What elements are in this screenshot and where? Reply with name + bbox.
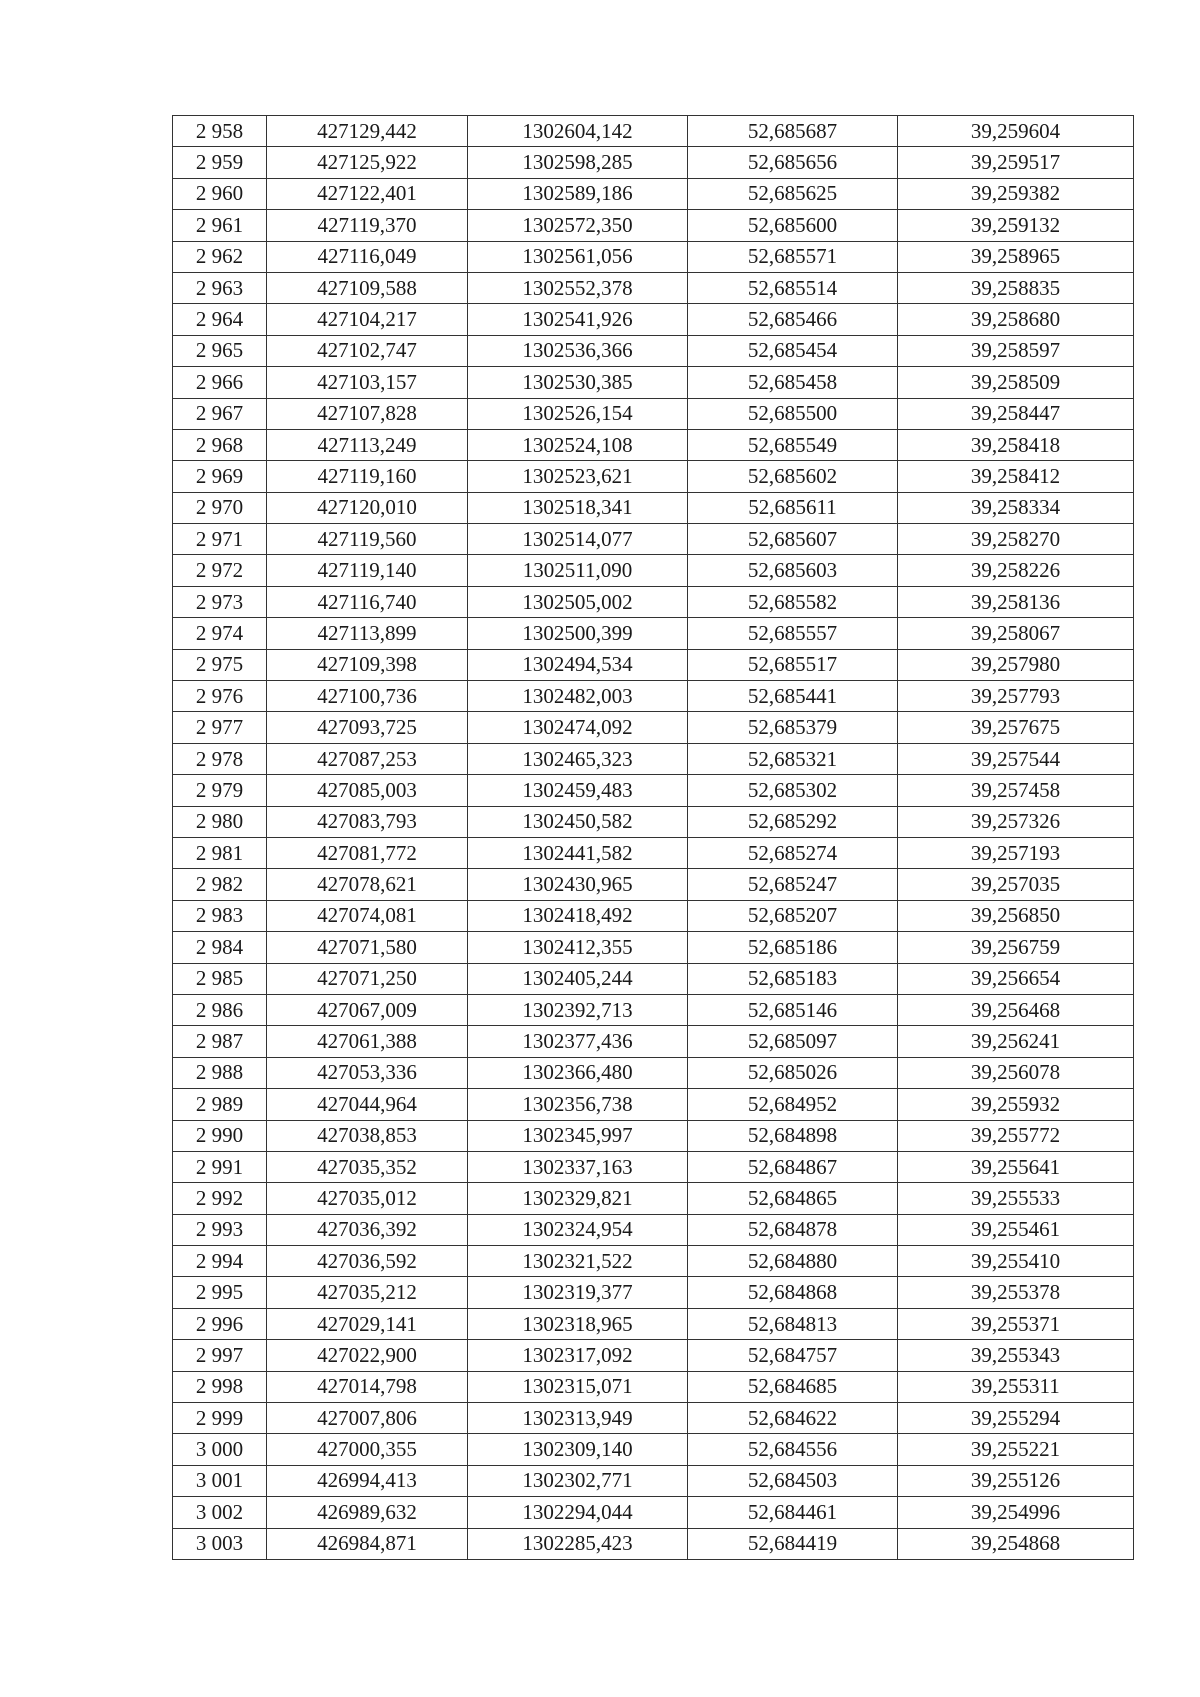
latitude-cell: 52,685026 — [688, 1057, 898, 1088]
table-row — [173, 1246, 1134, 1277]
table-row — [173, 524, 1134, 555]
table-row — [173, 367, 1134, 398]
longitude-cell: 39,258412 — [898, 461, 1134, 492]
latitude-cell: 52,685454 — [688, 335, 898, 366]
latitude-cell: 52,684878 — [688, 1214, 898, 1245]
table-row — [173, 1465, 1134, 1496]
latitude-cell: 52,685607 — [688, 524, 898, 555]
latitude-cell: 52,685687 — [688, 116, 898, 147]
point-number-cell: 2 987 — [173, 1026, 267, 1057]
y-coordinate-cell: 1302418,492 — [468, 900, 688, 931]
x-coordinate-cell: 427103,157 — [267, 367, 468, 398]
longitude-cell: 39,254868 — [898, 1528, 1134, 1559]
point-number-cell: 2 967 — [173, 398, 267, 429]
point-number-cell: 2 999 — [173, 1403, 267, 1434]
table-row — [173, 869, 1134, 900]
y-coordinate-cell: 1302329,821 — [468, 1183, 688, 1214]
x-coordinate-cell: 427083,793 — [267, 806, 468, 837]
y-coordinate-cell: 1302309,140 — [468, 1434, 688, 1465]
latitude-cell: 52,685571 — [688, 241, 898, 272]
longitude-cell: 39,255533 — [898, 1183, 1134, 1214]
latitude-cell: 52,685557 — [688, 618, 898, 649]
longitude-cell: 39,255343 — [898, 1340, 1134, 1371]
point-number-cell: 2 984 — [173, 932, 267, 963]
table-row — [173, 1277, 1134, 1308]
table-row — [173, 1026, 1134, 1057]
table-row — [173, 712, 1134, 743]
latitude-cell: 52,684867 — [688, 1151, 898, 1182]
longitude-cell: 39,257458 — [898, 775, 1134, 806]
longitude-cell: 39,254996 — [898, 1497, 1134, 1528]
point-number-cell: 2 961 — [173, 210, 267, 241]
coordinate-table — [172, 115, 1134, 1560]
latitude-cell: 52,685602 — [688, 461, 898, 492]
x-coordinate-cell: 427035,212 — [267, 1277, 468, 1308]
coordinate-table-body — [173, 116, 1134, 1560]
point-number-cell: 2 992 — [173, 1183, 267, 1214]
longitude-cell: 39,258597 — [898, 335, 1134, 366]
x-coordinate-cell: 427116,049 — [267, 241, 468, 272]
longitude-cell: 39,258270 — [898, 524, 1134, 555]
y-coordinate-cell: 1302505,002 — [468, 586, 688, 617]
y-coordinate-cell: 1302430,965 — [468, 869, 688, 900]
latitude-cell: 52,685600 — [688, 210, 898, 241]
x-coordinate-cell: 427087,253 — [267, 743, 468, 774]
latitude-cell: 52,685514 — [688, 272, 898, 303]
latitude-cell: 52,685625 — [688, 178, 898, 209]
point-number-cell: 2 996 — [173, 1308, 267, 1339]
x-coordinate-cell: 427071,580 — [267, 932, 468, 963]
point-number-cell: 2 974 — [173, 618, 267, 649]
longitude-cell: 39,258835 — [898, 272, 1134, 303]
point-number-cell: 2 989 — [173, 1089, 267, 1120]
x-coordinate-cell: 427078,621 — [267, 869, 468, 900]
x-coordinate-cell: 426989,632 — [267, 1497, 468, 1528]
x-coordinate-cell: 427036,392 — [267, 1214, 468, 1245]
y-coordinate-cell: 1302345,997 — [468, 1120, 688, 1151]
x-coordinate-cell: 427102,747 — [267, 335, 468, 366]
point-number-cell: 2 986 — [173, 994, 267, 1025]
x-coordinate-cell: 427085,003 — [267, 775, 468, 806]
longitude-cell: 39,258334 — [898, 492, 1134, 523]
latitude-cell: 52,685441 — [688, 681, 898, 712]
x-coordinate-cell: 427109,588 — [267, 272, 468, 303]
latitude-cell: 52,685097 — [688, 1026, 898, 1057]
longitude-cell: 39,257193 — [898, 837, 1134, 868]
y-coordinate-cell: 1302474,092 — [468, 712, 688, 743]
longitude-cell: 39,258418 — [898, 429, 1134, 460]
table-row — [173, 241, 1134, 272]
y-coordinate-cell: 1302598,285 — [468, 147, 688, 178]
table-row — [173, 461, 1134, 492]
point-number-cell: 2 975 — [173, 649, 267, 680]
latitude-cell: 52,684685 — [688, 1371, 898, 1402]
x-coordinate-cell: 427074,081 — [267, 900, 468, 931]
y-coordinate-cell: 1302315,071 — [468, 1371, 688, 1402]
y-coordinate-cell: 1302561,056 — [468, 241, 688, 272]
latitude-cell: 52,684461 — [688, 1497, 898, 1528]
latitude-cell: 52,685458 — [688, 367, 898, 398]
table-row — [173, 304, 1134, 335]
y-coordinate-cell: 1302321,522 — [468, 1246, 688, 1277]
longitude-cell: 39,257980 — [898, 649, 1134, 680]
point-number-cell: 2 965 — [173, 335, 267, 366]
longitude-cell: 39,257326 — [898, 806, 1134, 837]
table-row — [173, 837, 1134, 868]
y-coordinate-cell: 1302377,436 — [468, 1026, 688, 1057]
latitude-cell: 52,685302 — [688, 775, 898, 806]
y-coordinate-cell: 1302524,108 — [468, 429, 688, 460]
latitude-cell: 52,685274 — [688, 837, 898, 868]
x-coordinate-cell: 427022,900 — [267, 1340, 468, 1371]
latitude-cell: 52,684813 — [688, 1308, 898, 1339]
latitude-cell: 52,685611 — [688, 492, 898, 523]
table-row — [173, 775, 1134, 806]
table-row — [173, 681, 1134, 712]
latitude-cell: 52,684419 — [688, 1528, 898, 1559]
latitude-cell: 52,685517 — [688, 649, 898, 680]
point-number-cell: 2 997 — [173, 1340, 267, 1371]
y-coordinate-cell: 1302356,738 — [468, 1089, 688, 1120]
longitude-cell: 39,258136 — [898, 586, 1134, 617]
y-coordinate-cell: 1302526,154 — [468, 398, 688, 429]
y-coordinate-cell: 1302319,377 — [468, 1277, 688, 1308]
table-row — [173, 1497, 1134, 1528]
y-coordinate-cell: 1302465,323 — [468, 743, 688, 774]
y-coordinate-cell: 1302589,186 — [468, 178, 688, 209]
x-coordinate-cell: 427113,249 — [267, 429, 468, 460]
latitude-cell: 52,684622 — [688, 1403, 898, 1434]
latitude-cell: 52,684952 — [688, 1089, 898, 1120]
latitude-cell: 52,685207 — [688, 900, 898, 931]
y-coordinate-cell: 1302494,534 — [468, 649, 688, 680]
y-coordinate-cell: 1302441,582 — [468, 837, 688, 868]
x-coordinate-cell: 427035,012 — [267, 1183, 468, 1214]
longitude-cell: 39,255641 — [898, 1151, 1134, 1182]
latitude-cell: 52,684880 — [688, 1246, 898, 1277]
y-coordinate-cell: 1302482,003 — [468, 681, 688, 712]
point-number-cell: 2 995 — [173, 1277, 267, 1308]
longitude-cell: 39,257544 — [898, 743, 1134, 774]
longitude-cell: 39,255294 — [898, 1403, 1134, 1434]
x-coordinate-cell: 427119,560 — [267, 524, 468, 555]
point-number-cell: 2 993 — [173, 1214, 267, 1245]
table-row — [173, 743, 1134, 774]
point-number-cell: 2 966 — [173, 367, 267, 398]
y-coordinate-cell: 1302530,385 — [468, 367, 688, 398]
x-coordinate-cell: 427067,009 — [267, 994, 468, 1025]
latitude-cell: 52,685549 — [688, 429, 898, 460]
x-coordinate-cell: 427104,217 — [267, 304, 468, 335]
point-number-cell: 2 960 — [173, 178, 267, 209]
longitude-cell: 39,255932 — [898, 1089, 1134, 1120]
longitude-cell: 39,257035 — [898, 869, 1134, 900]
longitude-cell: 39,256468 — [898, 994, 1134, 1025]
latitude-cell: 52,684556 — [688, 1434, 898, 1465]
longitude-cell: 39,255772 — [898, 1120, 1134, 1151]
point-number-cell: 3 003 — [173, 1528, 267, 1559]
x-coordinate-cell: 427071,250 — [267, 963, 468, 994]
x-coordinate-cell: 427044,964 — [267, 1089, 468, 1120]
point-number-cell: 3 001 — [173, 1465, 267, 1496]
y-coordinate-cell: 1302313,949 — [468, 1403, 688, 1434]
point-number-cell: 2 998 — [173, 1371, 267, 1402]
point-number-cell: 2 976 — [173, 681, 267, 712]
y-coordinate-cell: 1302536,366 — [468, 335, 688, 366]
point-number-cell: 2 969 — [173, 461, 267, 492]
table-row — [173, 210, 1134, 241]
x-coordinate-cell: 426994,413 — [267, 1465, 468, 1496]
y-coordinate-cell: 1302500,399 — [468, 618, 688, 649]
table-row — [173, 1214, 1134, 1245]
table-row — [173, 398, 1134, 429]
table-row — [173, 1120, 1134, 1151]
longitude-cell: 39,256759 — [898, 932, 1134, 963]
table-row — [173, 994, 1134, 1025]
longitude-cell: 39,259132 — [898, 210, 1134, 241]
longitude-cell: 39,255221 — [898, 1434, 1134, 1465]
table-row — [173, 900, 1134, 931]
y-coordinate-cell: 1302450,582 — [468, 806, 688, 837]
longitude-cell: 39,255311 — [898, 1371, 1134, 1402]
point-number-cell: 2 963 — [173, 272, 267, 303]
table-row — [173, 429, 1134, 460]
longitude-cell: 39,256241 — [898, 1026, 1134, 1057]
longitude-cell: 39,258447 — [898, 398, 1134, 429]
y-coordinate-cell: 1302302,771 — [468, 1465, 688, 1496]
latitude-cell: 52,685146 — [688, 994, 898, 1025]
latitude-cell: 52,685379 — [688, 712, 898, 743]
latitude-cell: 52,685500 — [688, 398, 898, 429]
point-number-cell: 2 985 — [173, 963, 267, 994]
longitude-cell: 39,255461 — [898, 1214, 1134, 1245]
longitude-cell: 39,258067 — [898, 618, 1134, 649]
longitude-cell: 39,256850 — [898, 900, 1134, 931]
point-number-cell: 2 990 — [173, 1120, 267, 1151]
y-coordinate-cell: 1302285,423 — [468, 1528, 688, 1559]
table-row — [173, 1340, 1134, 1371]
latitude-cell: 52,685247 — [688, 869, 898, 900]
y-coordinate-cell: 1302518,341 — [468, 492, 688, 523]
point-number-cell: 2 962 — [173, 241, 267, 272]
point-number-cell: 2 977 — [173, 712, 267, 743]
point-number-cell: 2 994 — [173, 1246, 267, 1277]
x-coordinate-cell: 427100,736 — [267, 681, 468, 712]
table-row — [173, 335, 1134, 366]
x-coordinate-cell: 427119,160 — [267, 461, 468, 492]
x-coordinate-cell: 427120,010 — [267, 492, 468, 523]
point-number-cell: 2 981 — [173, 837, 267, 868]
table-row — [173, 1403, 1134, 1434]
table-row — [173, 932, 1134, 963]
x-coordinate-cell: 427113,899 — [267, 618, 468, 649]
point-number-cell: 2 980 — [173, 806, 267, 837]
y-coordinate-cell: 1302412,355 — [468, 932, 688, 963]
table-row — [173, 272, 1134, 303]
table-row — [173, 178, 1134, 209]
x-coordinate-cell: 427125,922 — [267, 147, 468, 178]
y-coordinate-cell: 1302604,142 — [468, 116, 688, 147]
longitude-cell: 39,258226 — [898, 555, 1134, 586]
table-row — [173, 492, 1134, 523]
y-coordinate-cell: 1302514,077 — [468, 524, 688, 555]
longitude-cell: 39,257793 — [898, 681, 1134, 712]
latitude-cell: 52,685656 — [688, 147, 898, 178]
point-number-cell: 2 978 — [173, 743, 267, 774]
x-coordinate-cell: 427116,740 — [267, 586, 468, 617]
x-coordinate-cell: 427122,401 — [267, 178, 468, 209]
latitude-cell: 52,685186 — [688, 932, 898, 963]
longitude-cell: 39,255410 — [898, 1246, 1134, 1277]
y-coordinate-cell: 1302317,092 — [468, 1340, 688, 1371]
y-coordinate-cell: 1302541,926 — [468, 304, 688, 335]
x-coordinate-cell: 427109,398 — [267, 649, 468, 680]
table-row — [173, 618, 1134, 649]
longitude-cell: 39,257675 — [898, 712, 1134, 743]
point-number-cell: 2 968 — [173, 429, 267, 460]
y-coordinate-cell: 1302572,350 — [468, 210, 688, 241]
y-coordinate-cell: 1302337,163 — [468, 1151, 688, 1182]
latitude-cell: 52,685183 — [688, 963, 898, 994]
longitude-cell: 39,258680 — [898, 304, 1134, 335]
longitude-cell: 39,255378 — [898, 1277, 1134, 1308]
latitude-cell: 52,685321 — [688, 743, 898, 774]
table-row — [173, 1371, 1134, 1402]
x-coordinate-cell: 427081,772 — [267, 837, 468, 868]
table-row — [173, 1434, 1134, 1465]
x-coordinate-cell: 427036,592 — [267, 1246, 468, 1277]
y-coordinate-cell: 1302366,480 — [468, 1057, 688, 1088]
point-number-cell: 3 002 — [173, 1497, 267, 1528]
x-coordinate-cell: 427107,828 — [267, 398, 468, 429]
x-coordinate-cell: 427000,355 — [267, 1434, 468, 1465]
longitude-cell: 39,256654 — [898, 963, 1134, 994]
y-coordinate-cell: 1302405,244 — [468, 963, 688, 994]
latitude-cell: 52,684503 — [688, 1465, 898, 1496]
longitude-cell: 39,256078 — [898, 1057, 1134, 1088]
x-coordinate-cell: 427093,725 — [267, 712, 468, 743]
table-row — [173, 963, 1134, 994]
y-coordinate-cell: 1302318,965 — [468, 1308, 688, 1339]
point-number-cell: 2 991 — [173, 1151, 267, 1182]
longitude-cell: 39,259517 — [898, 147, 1134, 178]
longitude-cell: 39,255371 — [898, 1308, 1134, 1339]
point-number-cell: 2 988 — [173, 1057, 267, 1088]
y-coordinate-cell: 1302459,483 — [468, 775, 688, 806]
point-number-cell: 2 959 — [173, 147, 267, 178]
table-row — [173, 1308, 1134, 1339]
point-number-cell: 2 972 — [173, 555, 267, 586]
table-row — [173, 586, 1134, 617]
table-row — [173, 1089, 1134, 1120]
x-coordinate-cell: 427014,798 — [267, 1371, 468, 1402]
x-coordinate-cell: 427119,370 — [267, 210, 468, 241]
point-number-cell: 2 964 — [173, 304, 267, 335]
y-coordinate-cell: 1302294,044 — [468, 1497, 688, 1528]
table-row — [173, 1057, 1134, 1088]
point-number-cell: 2 958 — [173, 116, 267, 147]
longitude-cell: 39,258509 — [898, 367, 1134, 398]
table-row — [173, 1151, 1134, 1182]
latitude-cell: 52,685603 — [688, 555, 898, 586]
table-row — [173, 116, 1134, 147]
latitude-cell: 52,685466 — [688, 304, 898, 335]
table-row — [173, 1528, 1134, 1559]
point-number-cell: 2 979 — [173, 775, 267, 806]
longitude-cell: 39,258965 — [898, 241, 1134, 272]
latitude-cell: 52,684865 — [688, 1183, 898, 1214]
table-row — [173, 147, 1134, 178]
point-number-cell: 2 971 — [173, 524, 267, 555]
x-coordinate-cell: 426984,871 — [267, 1528, 468, 1559]
x-coordinate-cell: 427061,388 — [267, 1026, 468, 1057]
point-number-cell: 3 000 — [173, 1434, 267, 1465]
point-number-cell: 2 983 — [173, 900, 267, 931]
table-row — [173, 1183, 1134, 1214]
point-number-cell: 2 982 — [173, 869, 267, 900]
x-coordinate-cell: 427119,140 — [267, 555, 468, 586]
x-coordinate-cell: 427038,853 — [267, 1120, 468, 1151]
x-coordinate-cell: 427053,336 — [267, 1057, 468, 1088]
latitude-cell: 52,685582 — [688, 586, 898, 617]
table-row — [173, 806, 1134, 837]
y-coordinate-cell: 1302324,954 — [468, 1214, 688, 1245]
x-coordinate-cell: 427035,352 — [267, 1151, 468, 1182]
longitude-cell: 39,259604 — [898, 116, 1134, 147]
y-coordinate-cell: 1302511,090 — [468, 555, 688, 586]
y-coordinate-cell: 1302392,713 — [468, 994, 688, 1025]
point-number-cell: 2 973 — [173, 586, 267, 617]
latitude-cell: 52,685292 — [688, 806, 898, 837]
longitude-cell: 39,259382 — [898, 178, 1134, 209]
y-coordinate-cell: 1302552,378 — [468, 272, 688, 303]
table-row — [173, 555, 1134, 586]
x-coordinate-cell: 427129,442 — [267, 116, 468, 147]
longitude-cell: 39,255126 — [898, 1465, 1134, 1496]
latitude-cell: 52,684757 — [688, 1340, 898, 1371]
latitude-cell: 52,684868 — [688, 1277, 898, 1308]
latitude-cell: 52,684898 — [688, 1120, 898, 1151]
point-number-cell: 2 970 — [173, 492, 267, 523]
x-coordinate-cell: 427029,141 — [267, 1308, 468, 1339]
x-coordinate-cell: 427007,806 — [267, 1403, 468, 1434]
table-row — [173, 649, 1134, 680]
y-coordinate-cell: 1302523,621 — [468, 461, 688, 492]
